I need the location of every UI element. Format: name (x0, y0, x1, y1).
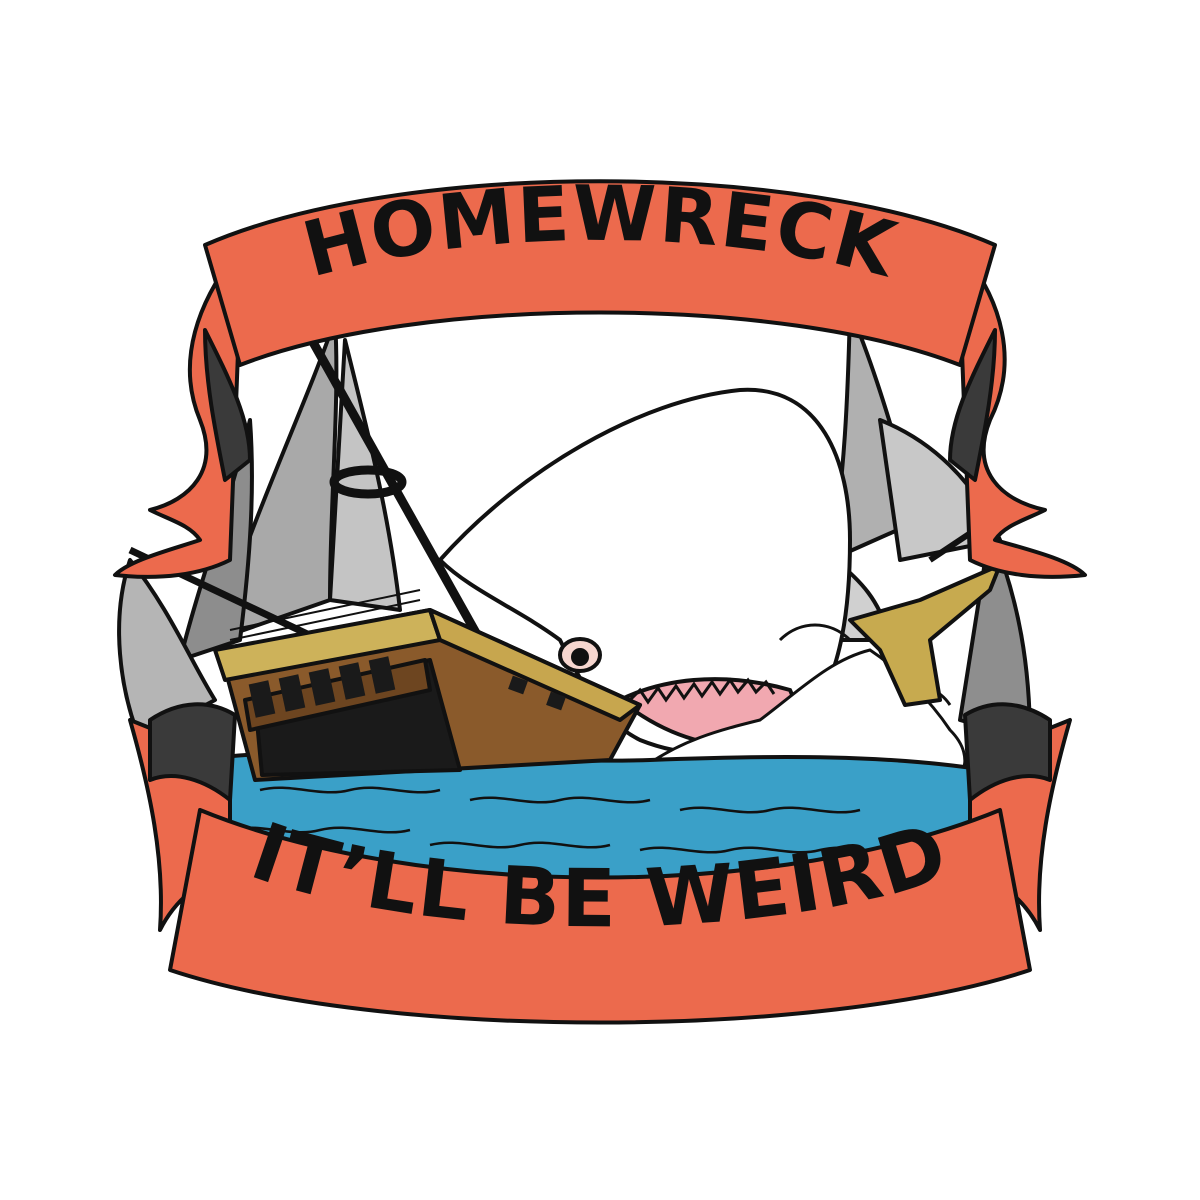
title-text: HOMEWRECK (294, 168, 907, 295)
subtitle-text: IT’LL BE WEIRD (240, 804, 959, 946)
